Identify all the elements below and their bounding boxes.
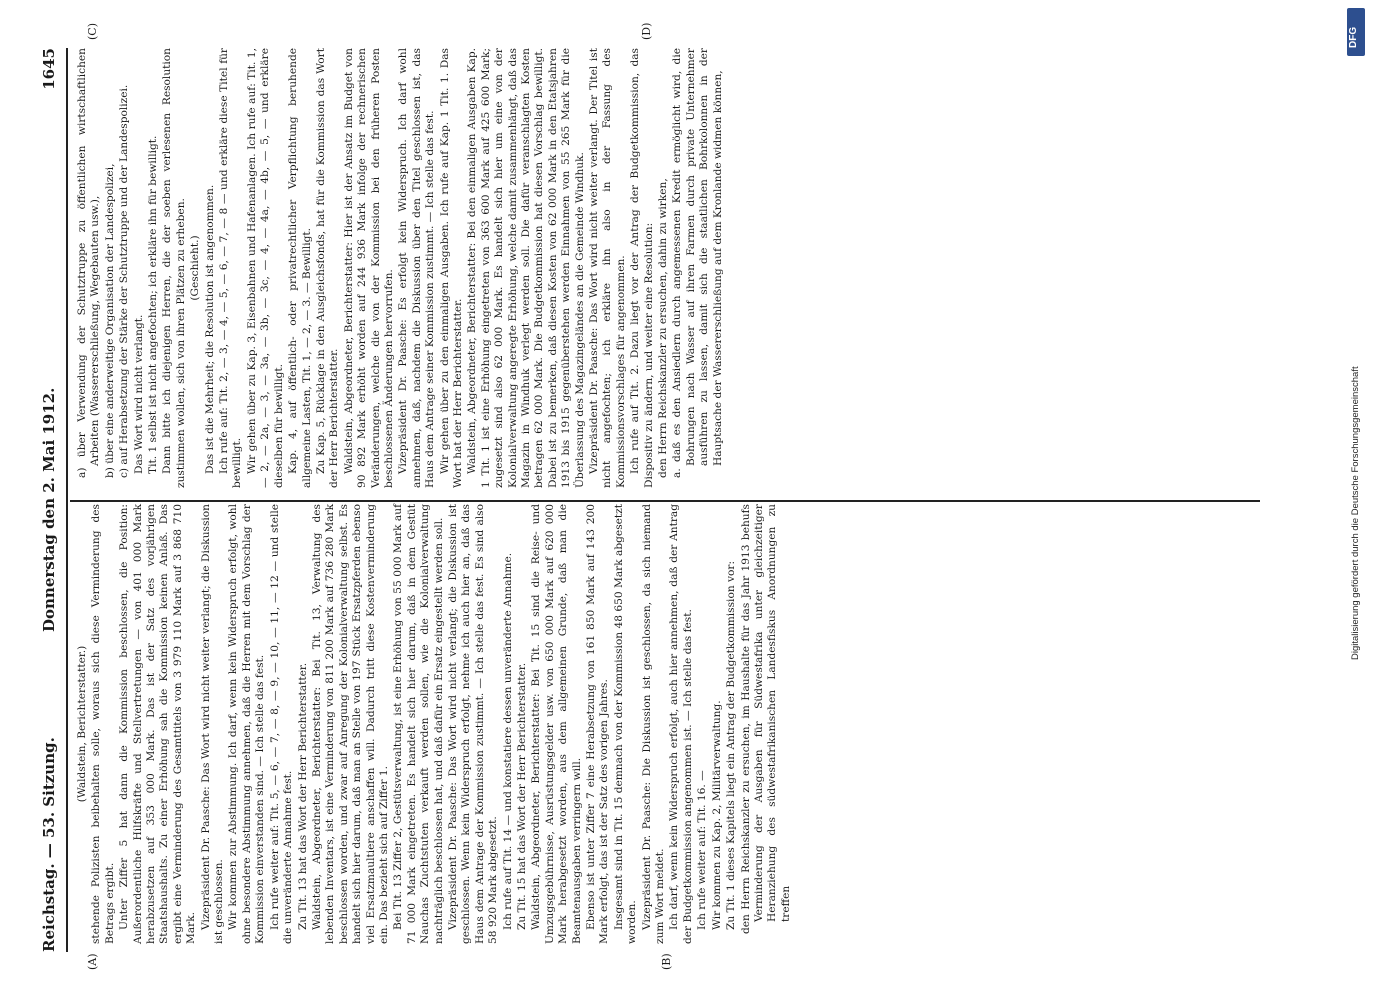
list-item: b) über eine anderweitige Organisation der Landespolizei, bbox=[103, 163, 116, 478]
paragraph: Ebenso ist unter Ziffer 7 eine Herabsetzung von 161 850 Mark auf 143 200 Mark erfolgt, das ist der Satz des vorigen Jahres. bbox=[585, 504, 611, 944]
digitization-note bbox=[1350, 100, 1364, 660]
paragraph: Das Wort wird nicht verlangt. bbox=[132, 314, 145, 474]
paragraph: Unter Ziffer 5 hat dann die Kommission beschlossen, die Position: Außerordentliche Hilfskräfte und Stellvertretungen — von 401 000 Mark herabzusetzen auf 353 000 Mark. Das ist der Satz des vorjährigen Staatshaushalts. Zu einer Erhöhung sah die Kommission keinen Anlaß. Das ergibt eine Verminderung des Gesamttitels von 3 979 110 Mark auf 3 868 710 Mark. bbox=[118, 504, 198, 944]
paragraph: Ich rufe auf Tit. 2. Dazu liegt vor der Antrag der Budgetkommission, das Dispositiv zu ändern, und weiter eine Resolution: bbox=[629, 48, 655, 488]
paragraph: Ich rufe auf Tit. 14 — und konstatiere dessen unveränderte Annahme. bbox=[501, 552, 514, 930]
paragraph: Zu Tit. 1 dieses Kapitels liegt ein Antrag der Budgetkommission vor: bbox=[725, 560, 738, 930]
paragraph: Zu Tit. 13 hat das Wort der Herr Berichterstatter. bbox=[296, 662, 309, 930]
right-column bbox=[76, 48, 1276, 488]
paragraph: Ich rufe auf: Tit. 2, — 3, — 4, — 5, — 6, — 7, — 8 — und erkläre diese Titel für bewilligt. bbox=[218, 48, 244, 488]
paragraph: den Herrn Reichskanzler zu ersuchen, im Haushalte für das Jahr 1913 behufs Verminderung der Ausgaben für Südwestafrika unter gleichzeitiger Heranziehung des südwestafrikanischen Landesfiskus Anordnungen zu treffen bbox=[739, 504, 792, 934]
paragraph: Waldstein, Abgeordneter, Berichterstatter: Bei Tit. 15 sind die Reise- und Umzugsgebührnisse, Ausrüstungsgelder usw. von 650 000 Mark auf 620 000 Mark herabgesetzt worden, aus dem allgemeinen Grunde, daß man die Beamtenausgaben verringern will. bbox=[530, 504, 583, 944]
paragraph: (Geschieht.) bbox=[189, 235, 202, 301]
paragraph: den Herrn Reichskanzler zu ersuchen, dahin zu wirken, bbox=[657, 178, 670, 478]
paragraph: Kap. 4, auf öffentlich- oder privatrechtlicher Verpflichtung beruhende allgemeine Lasten, Tit. 1, — 2, — 3. — Bewilligt. bbox=[287, 48, 313, 488]
paragraph: Wir gehen über zu Kap. 3, Eisenbahnen und Hafenanlagen. Ich rufe auf: Tit. 1, — 2, — 2a, — 3, — 3a, — 3b, — 3c, — 4, — 4a, — 4b, — 5, — und erkläre dieselben für bewilligt. bbox=[245, 48, 285, 488]
header-left: Reichstag. — 53. Sitzung. bbox=[40, 737, 58, 952]
paragraph: Das ist die Mehrheit; die Resolution ist angenommen. bbox=[203, 184, 216, 474]
list-item: a. daß es den Ansiedlern durch angemessenen Kredit ermöglicht wird, die Bohrungen nach Wasser auf ihren Farmen durch private Unternehmer ausführen zu lassen, damit sich die staatlichen Bohrkolonnen in der Hauptsache der Wassererschließung auf dem Kronlande widmen können, bbox=[671, 48, 724, 478]
margin-marker-b: (B) bbox=[660, 953, 673, 970]
paragraph: Waldstein, Abgeordneter, Berichterstatter: Hier ist der Ansatz im Budget von 90 892 Mark erhöht worden auf 244 936 Mark infolge der rechnerischen Veränderungen, welche die von der Kommission bei den früheren Posten beschlossenen Änderungen hervorrufen. bbox=[342, 48, 395, 488]
paragraph: Waldstein, Abgeordneter, Berichterstatter: Bei Tit. 13, Verwaltung des lebenden Inventars, ist eine Verminderung von 811 200 Mark auf 736 280 Mark beschlossen worden, und zwar auf Anregung der Kolonialverwaltung selbst. Es handelt sich hier darum, daß man an Stelle von 197 Stück Ersatzpferden ebenso viel Ersatzmaultiere anschaffen will. Dadurch tritt diese Kostenverminderung ein. Das bezieht sich auf Ziffer 1. bbox=[310, 504, 390, 944]
dfg-logo-text: DFG bbox=[1348, 26, 1359, 48]
paragraph: Zu Tit. 15 hat das Wort der Herr Berichterstatter. bbox=[516, 662, 528, 930]
paragraph: Bei Tit. 13 Ziffer 2, Gestütsverwaltung, ist eine Erhöhung von 55 000 Mark auf 71 000 Mark eingetreten. Es handelt sich hier darum, daß in dem Gestüt Nauchas Zuchtstuten verkauft werden sollen, wie die Kolonialverwaltung nachträglich beschlossen hat, und daß dafür ein Ersatz eingestellt werden soll. bbox=[392, 504, 445, 944]
paragraph: Vizepräsident Dr. Paasche: Die Diskussion ist geschlossen, da sich niemand zum Wort meldet. bbox=[640, 504, 667, 944]
dfg-logo bbox=[1347, 8, 1365, 56]
digitization-note-text: Digitalisierung gefördert durch die Deutsche Forschungsgemeinschaft bbox=[1350, 366, 1361, 660]
paragraph: Ich rufe weiter auf: Tit. 16. — bbox=[696, 770, 709, 930]
paragraph: Vizepräsident Dr. Paasche: Es erfolgt kein Widerspruch. Ich darf wohl annehmen, daß, nachdem die Diskussion über den Titel geschlossen ist, das Haus dem Antrage seiner Kommission zustimmt. — Ich stelle das fest. bbox=[397, 48, 437, 488]
paragraph: Vizepräsident Dr. Paasche: Das Wort wird nicht weiter verlangt; die Diskussion ist geschlossen. bbox=[199, 504, 226, 944]
paragraph: Ich rufe weiter auf: Tit. 5, — 6, — 7, — 8, — 9, — 10, — 11, — 12 — und stelle die unveränderte Annahme fest. bbox=[268, 504, 295, 944]
left-column bbox=[76, 504, 1276, 944]
paragraph: Wir kommen zu Kap. 2, Militärverwaltung. bbox=[710, 700, 723, 930]
paragraph: (Waldstein, Berichterstatter.) bbox=[76, 645, 88, 803]
page-number: 1645 bbox=[40, 48, 58, 90]
paragraph: Vizepräsident Dr. Paasche: Das Wort wird nicht verlangt; die Diskussion ist geschlossen. Wenn kein Widerspruch erfolgt, nehme ich auch hier an, daß das Haus dem Antrage der Kommission zustimmt. — Ich stelle das fest. Es sind also 58 920 Mark abgesetzt. bbox=[446, 504, 500, 944]
header-rule bbox=[66, 48, 68, 952]
margin-marker-c: (C) bbox=[86, 23, 99, 40]
header-date: Donnerstag den 2. Mai 1912. bbox=[40, 387, 58, 632]
column-divider bbox=[70, 500, 1260, 502]
list-item: c) auf Herabsetzung der Stärke der Schutztruppe und der Landespolizei. bbox=[118, 84, 131, 478]
margin-marker-a: (A) bbox=[86, 953, 99, 970]
paragraph: Zu Kap. 5, Rücklage in den Ausgleichsfonds, hat für die Kommission das Wort der Herr Berichterstatter. bbox=[314, 48, 341, 488]
paragraph: Dann bitte ich diejenigen Herren, die der soeben verlesenen Resolution zustimmen wollen, sich von ihren Plätzen zu erheben. bbox=[161, 48, 187, 488]
paragraph: stehende Polizisten beibehalten solle, woraus sich diese Verminderung des Betrags ergibt. bbox=[90, 504, 116, 944]
paragraph: Tit. 1 selbst ist nicht angefochten; ich erkläre ihn für bewilligt. bbox=[147, 135, 160, 474]
margin-marker-d: (D) bbox=[640, 22, 653, 40]
page-header bbox=[40, 48, 64, 952]
paragraph: Vizepräsident Dr. Paasche: Das Wort wird nicht weiter verlangt. Der Titel ist nicht angefochten; ich erkläre ihn also in der Fassung des Kommissionsvorschlages für angenommen. bbox=[588, 48, 627, 488]
paragraph: Waldstein, Abgeordneter, Berichterstatter: Bei den einmaligen Ausgaben Kap. 1 Tit. 1 ist eine Erhöhung eingetreten von 363 600 Mark auf 425 600 Mark; zugesetzt sind also 62 000 Mark. Es handelt sich hier um eine von der Kolonialverwaltung angeregte Erhöhung, welche damit zusammenhängt, daß das Magazin in Windhuk verlegt werden soll. Die dafür veranschlagten Kosten betragen 62 000 Mark. Die Budgetkommission hat diesen Vorschlag bewilligt. Dabei ist zu bemerken, daß diesen Kosten von 62 000 Mark in den Etatsjahren 1913 bis 1915 gegenüberstehen werden Einnahmen von 55 265 Mark für die Überlassung des Magazingeländes an die Gemeinde Windhuk. bbox=[466, 48, 586, 488]
list-item: a) über Verwendung der Schutztruppe zu öffentlichen wirtschaftlichen Arbeiten (Wassererschließung, Wegebauten usw.), bbox=[76, 48, 102, 478]
paragraph: Wir gehen über zu den einmaligen Ausgaben. Ich rufe auf Kap. 1 Tit. 1. Das Wort hat der Herr Berichterstatter. bbox=[438, 48, 464, 488]
paragraph: Wir kommen zur Abstimmung. Ich darf, wenn kein Widerspruch erfolgt, wohl ohne besondere Abstimmung annehmen, daß die Herren mit dem Vorschlag der Kommission einverstanden sind. — Ich stelle das fest. bbox=[227, 504, 267, 944]
paragraph: Ich darf, wenn kein Widerspruch erfolgt, auch hier annehmen, daß der Antrag der Budgetkommission angenommen ist. — Ich stelle das fest. bbox=[668, 504, 694, 944]
paragraph: Insgesamt sind in Tit. 15 demnach von der Kommission 48 650 Mark abgesetzt worden. bbox=[612, 504, 639, 944]
